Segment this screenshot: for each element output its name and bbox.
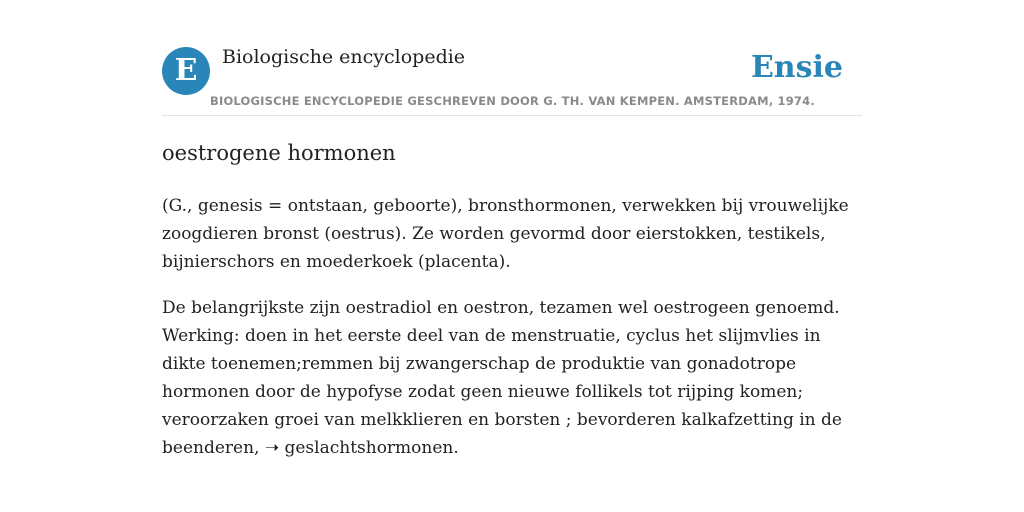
entry-paragraph-details: De belangrijkste zijn oestradiol en oestron, tezamen wel oestrogeen genoemd. Werking: doen in het eerste deel van de menstruatie, cyclus het slijmvlies in dikte toenemen;remmen bij zwangerschap de produktie van gonadotrope hormonen door de hypofyse zodat geen nieuwe follikels tot rijping komen; veroorzaken groei van melkklieren en borsten ; bevorderen kalkafzetting in de beenderen, ➝ geslachtshormonen. xyxy=(162,298,842,458)
entry-paragraph-definition: (G., genesis = ontstaan, geboorte), bronsthormonen, verwekken bij vrouwelijke zoogdieren bronst (oestrus). Ze worden gevormd door eierstokken, testikels, bijnierschors en moederkoek (placenta). xyxy=(162,196,849,272)
header-divider xyxy=(162,115,862,116)
book-subtitle: BIOLOGISCHE ENCYCLOPEDIE GESCHREVEN DOOR G. TH. VAN KEMPEN. AMSTERDAM, 1974. xyxy=(210,94,815,108)
ensie-brand-logo[interactable]: Ensie xyxy=(750,50,843,85)
book-title[interactable]: Biologische encyclopedie xyxy=(222,46,466,68)
entry-content xyxy=(162,192,852,480)
entry-title: oestrogene hormonen xyxy=(162,141,396,165)
encyclopedia-logo-icon[interactable]: E xyxy=(162,47,210,95)
